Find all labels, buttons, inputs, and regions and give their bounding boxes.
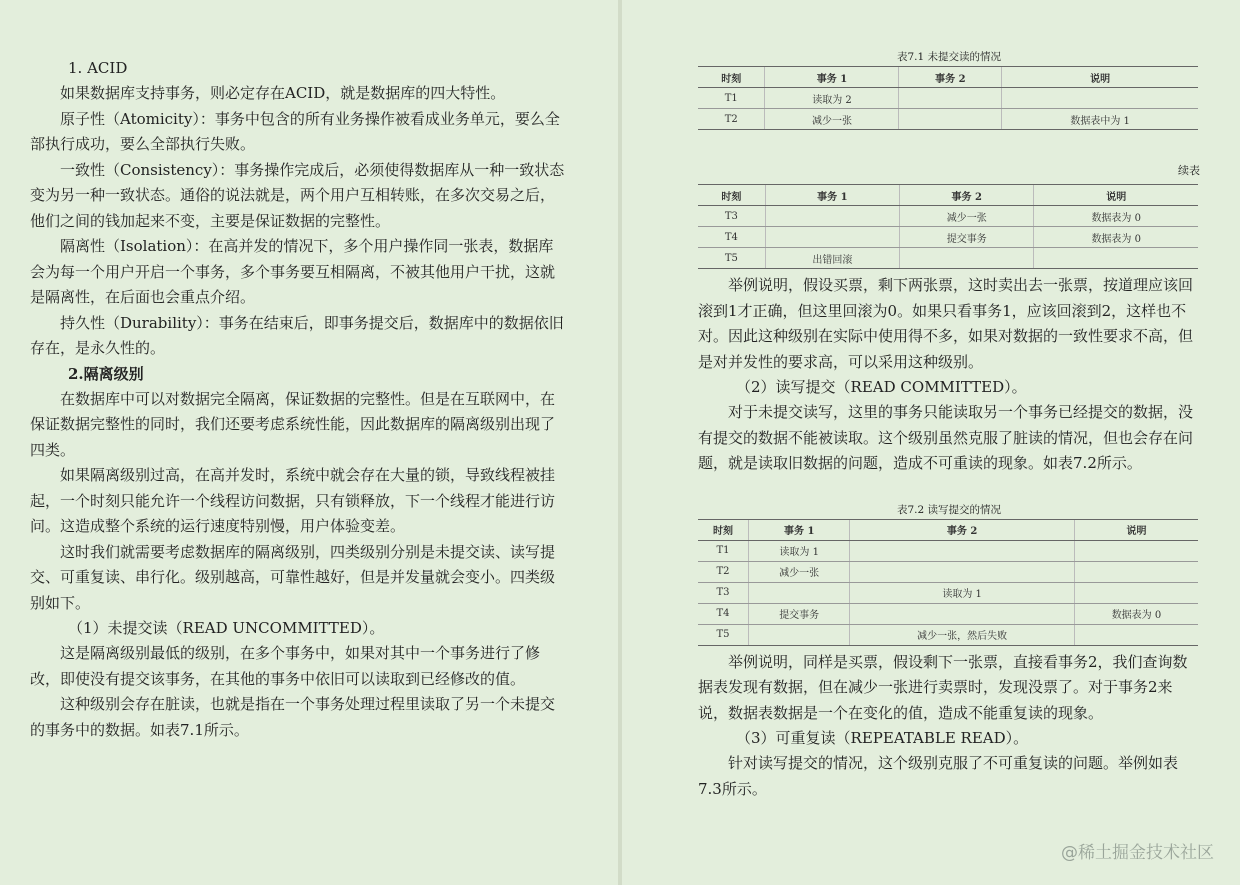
table-cell: 减少一张 [900,206,1034,227]
paragraph: 针对读写提交的情况，这个级别克服了不可重复读的问题。举例如表7.3所示。 [698,754,1179,798]
table-7-2 [698,519,1198,646]
paragraph: 举例说明，假设买票，剩下两张票，这时卖出去一张票，按道理应该回滚到1才正确，但这里回滚为0。如果只看事务1，应该回滚到2，这样也不对。因此这种级别在实际中使用得不多，如果对数据的一致性要求不高，但是对并发性的要求高，可以采用这种级别。 [698,276,1194,371]
table-header-cell: 事务 1 [765,67,899,88]
table-cell [899,88,1002,109]
table-cell: 减少一张，然后失败 [850,624,1075,645]
table-cell: T1 [698,88,765,109]
table-cell [900,248,1034,269]
paragraph: 如果数据库支持事务，则必定存在ACID，就是数据库的四大特性。 [60,84,506,102]
table-cell [850,603,1075,624]
table-row [698,540,1198,561]
paragraph: 这种级别会存在脏读，也就是指在一个事务处理过程里读取了另一个未提交的事务中的数据。如表7.1所示。 [30,695,556,739]
table-cell [1002,88,1198,109]
table-7-1 [698,66,1198,130]
table-cell: T2 [698,561,749,582]
table-row [698,624,1198,645]
table-caption: 表7.1 未提交读的情况 [896,51,1002,63]
table-cell: 读取为 1 [749,540,850,561]
table-cell [850,540,1075,561]
table-row [698,561,1198,582]
table-cell: 读取为 1 [850,582,1075,603]
table-cell: T5 [698,624,749,645]
table-header-cell: 事务 2 [850,519,1075,540]
table-row [698,227,1198,248]
table-cell [765,206,899,227]
table-header-cell: 时刻 [698,185,765,206]
table-continued-label: 续表 [1178,164,1200,177]
paragraph: 一致性（Consistency）：事务操作完成后，必须使得数据库从一种一致状态变为另一种一致状态。通俗的说法就是，两个用户互相转账，在多次交易之后，他们之间的钱加起来不变，主要是保证数据的完整性。 [30,160,565,230]
paragraph: 持久性（Durability）：事务在结束后，即事务提交后，数据库中的数据依旧存在，是永久性的。 [30,313,564,357]
table-row [698,603,1198,624]
paragraph: 举例说明，同样是买票，假设剩下一张票，直接看事务2，我们查询数据表发现有数据，但在减少一张进行卖票时，发现没票了。对于事务2来说，数据表数据是一个在变化的值，造成不能重复读的现象。 [698,652,1188,722]
table-cell: 读取为 2 [765,88,899,109]
heading-read-committed: （2）读写提交（READ COMMITTED）。 [736,378,1027,396]
heading-isolation-levels: 2.隔离级别 [68,364,144,383]
table-cell: 数据表为 0 [1034,206,1198,227]
table-cell: 数据表为 0 [1034,227,1198,248]
table-cell [749,582,850,603]
heading-acid: 1. ACID [68,59,128,77]
table-cell: T1 [698,540,749,561]
table-row [698,248,1198,269]
table-cell [749,624,850,645]
table-cell: T3 [698,582,749,603]
table-header-cell: 时刻 [698,67,765,88]
table-row [698,582,1198,603]
table-cell [899,109,1002,130]
table-cell: T2 [698,109,765,130]
table-cell [1074,624,1198,645]
table-cell: 减少一张 [765,109,899,130]
table-header-cell: 事务 2 [900,185,1034,206]
table-caption: 表7.2 读写提交的情况 [896,503,1002,516]
table-cell: T3 [698,206,765,227]
table-cell: T4 [698,227,765,248]
paragraph: 如果隔离级别过高，在高并发时，系统中就会存在大量的锁，导致线程被挂起，一个时刻只能允许一个线程访问数据，只有锁释放，下一个线程才能进行访问。这造成整个系统的运行速度特别慢，用户体验变差。 [30,466,556,535]
table-7-1-continued [698,184,1198,269]
table-cell: 数据表为 0 [1074,603,1198,624]
table-cell [850,561,1075,582]
right-page [622,0,1240,885]
table-header-cell: 事务 2 [899,67,1002,88]
table-cell: T4 [698,603,749,624]
heading-repeatable-read: （3）可重复读（REPEATABLE READ）。 [736,729,1029,747]
table-cell: T5 [698,248,765,269]
table-row [698,109,1198,130]
table-cell [1074,540,1198,561]
left-page [0,0,618,885]
table-header-cell: 事务 1 [749,519,850,540]
table-cell [1034,248,1198,269]
table-cell: 提交事务 [749,603,850,624]
table-cell: 数据表中为 1 [1002,109,1198,130]
table-row [698,206,1198,227]
table-header-cell: 说明 [1074,519,1198,540]
paragraph: 原子性（Atomicity）：事务中包含的所有业务操作被看成业务单元，要么全部执行成功，要么全部执行失败。 [30,109,560,153]
table-cell: 减少一张 [749,561,850,582]
paragraph: 在数据库中可以对数据完全隔离，保证数据的完整性。但是在互联网中，在保证数据完整性的同时，我们还要考虑系统性能，因此数据库的隔离级别出现了四类。 [30,389,556,459]
watermark: @稀土掘金技术社区 [1061,843,1214,863]
table-cell [1074,582,1198,603]
table-cell: 出错回滚 [765,248,899,269]
paragraph: 这时我们就需要考虑数据库的隔离级别，四类级别分别是未提交读、读写提交、可重复读、串行化。级别越高，可靠性越好，但是并发量就会变小。四类级别如下。 [30,542,556,612]
table-header-cell: 时刻 [698,519,749,540]
table-cell [1074,561,1198,582]
table-cell: 提交事务 [900,227,1034,248]
table-header-cell: 事务 1 [765,185,899,206]
heading-read-uncommitted: （1）未提交读（READ UNCOMMITTED）。 [68,619,385,637]
table-header-cell: 说明 [1034,185,1198,206]
table-row [698,88,1198,109]
paragraph: 对于未提交读写，这里的事务只能读取另一个事务已经提交的数据，没有提交的数据不能被读取。这个级别虽然克服了脏读的情况，但也会存在问题，就是读取旧数据的问题，造成不可重读的现象。如表7.2所示。 [698,403,1194,472]
table-cell [765,227,899,248]
paragraph: 隔离性（Isolation）：在高并发的情况下，多个用户操作同一张表，数据库会为每一个用户开启一个事务，多个事务要互相隔离，不被其他用户干扰，这就是隔离性，在后面也会重点介绍。 [30,237,556,306]
paragraph: 这是隔离级别最低的级别，在多个事务中，如果对其中一个事务进行了修改，即使没有提交该事务，在其他的事务中依旧可以读取到已经修改的值。 [30,644,541,688]
table-header-cell: 说明 [1002,67,1198,88]
